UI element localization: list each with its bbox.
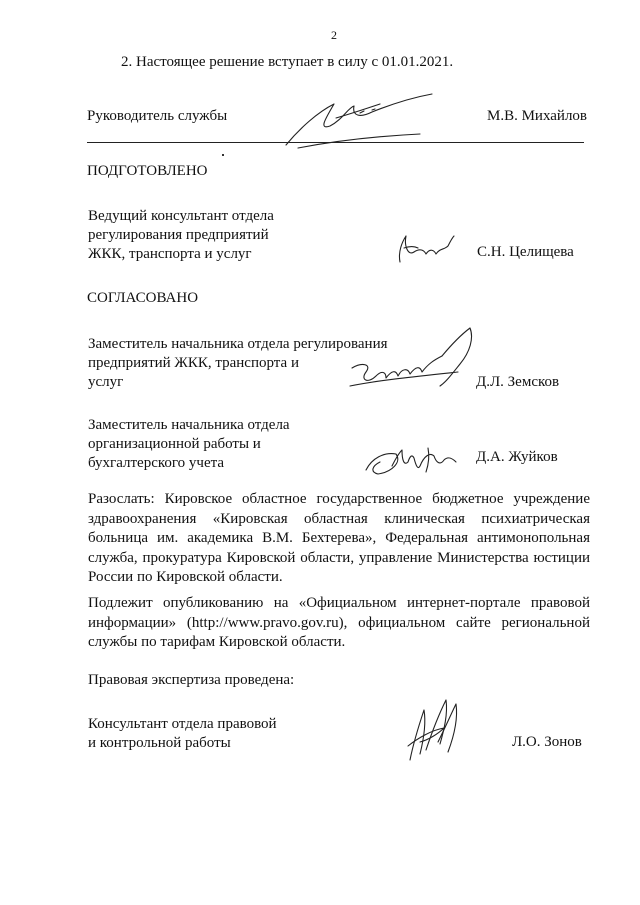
head-title: Руководитель службы <box>87 108 228 124</box>
distribution-line: России по Кировской области. <box>88 569 283 585</box>
agreed-p2-line: Заместитель начальника отдела <box>88 417 290 433</box>
head-name: М.В. Михайлов <box>487 108 588 124</box>
publication-line: информации» (http://www.pravo.gov.ru), официальном сайте региональной <box>88 614 590 631</box>
distribution-line: больница им. академика В.М. Бехтерева», Федеральная антимонопольная <box>88 530 590 546</box>
page-number: 2 <box>331 28 337 42</box>
prepared-heading: ПОДГОТОВЛЕНО <box>87 163 208 179</box>
item-2-text: 2. Настоящее решение вступает в силу с 01.01.2021. <box>121 54 454 70</box>
agreed-heading: СОГЛАСОВАНО <box>87 290 199 306</box>
agreed-p2-name: Д.А. Жуйков <box>476 449 558 465</box>
distribution-line: Разослать: Кировское областное государственное бюджетное учреждение <box>88 491 590 507</box>
legal-name: Л.О. Зонов <box>512 734 582 750</box>
legal-heading: Правовая экспертиза проведена: <box>88 672 295 688</box>
publication-line: Подлежит опубликованию на «Официальном интернет-портале правовой <box>88 595 590 611</box>
prepared-name: С.Н. Целищева <box>477 244 574 260</box>
agreed-p2-line: бухгалтерского учета <box>88 455 225 471</box>
prepared-line: регулирования предприятий <box>88 227 269 243</box>
prepared-line: ЖКК, транспорта и услуг <box>88 246 252 262</box>
agreed-p2-line: организационной работы и <box>88 436 261 452</box>
agreed-p1-line: Заместитель начальника отдела регулирования <box>88 336 388 352</box>
publication-line: службы по тарифам Кировской области. <box>88 634 346 650</box>
legal-line: Консультант отдела правовой <box>88 716 277 732</box>
distribution-line: здравоохранения «Кировская областная клиническая психиатрическая <box>88 510 590 527</box>
agreed-p1-line: предприятий ЖКК, транспорта и <box>88 355 299 371</box>
prepared-line: Ведущий консультант отдела <box>88 208 274 224</box>
agreed-p1-line: услуг <box>88 374 124 390</box>
legal-line: и контрольной работы <box>88 735 231 751</box>
agreed-p1-name: Д.Л. Земсков <box>476 374 560 390</box>
distribution-line: служба, прокуратура Кировской области, управление Министерства юстиции <box>88 549 590 566</box>
